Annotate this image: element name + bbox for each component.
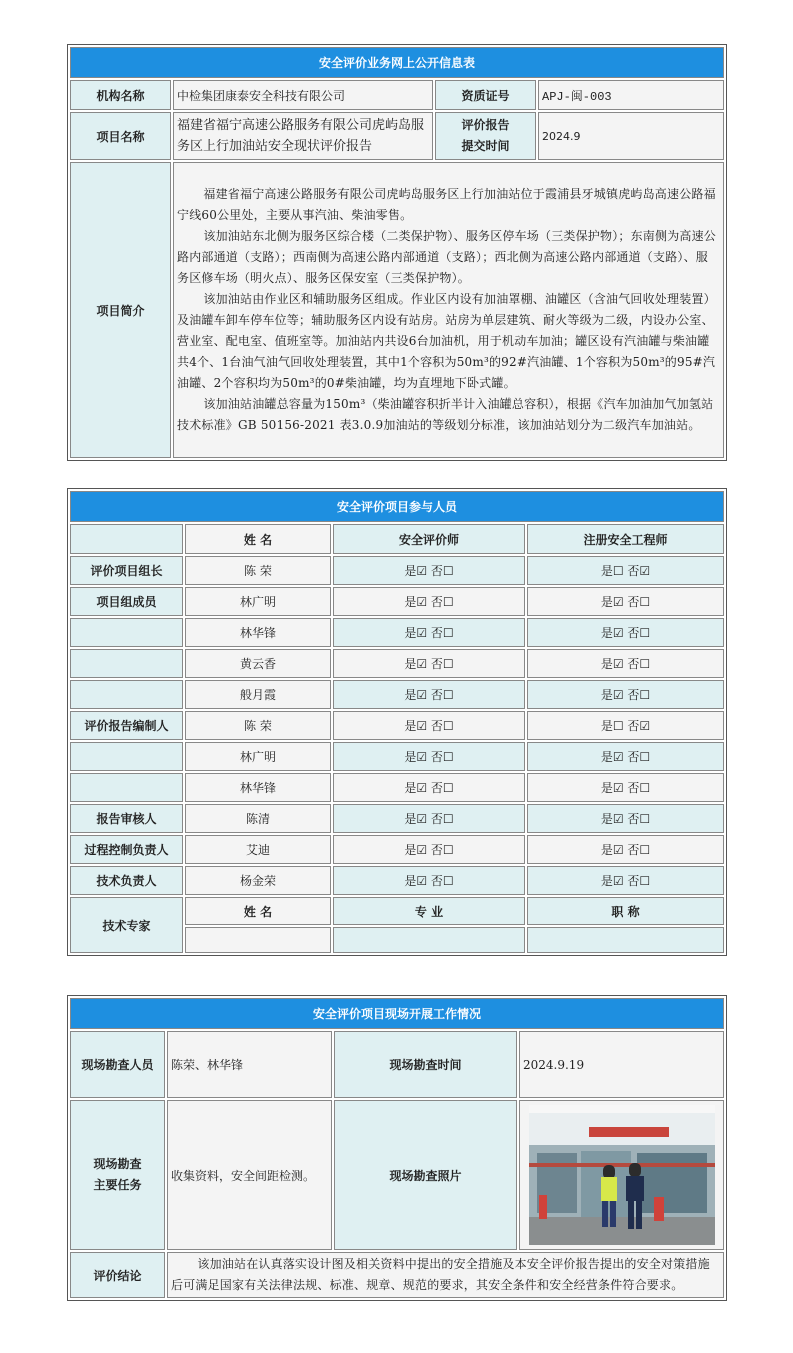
evaluator-checkbox-cell: 是☑ 否☐ <box>333 804 525 833</box>
intro-paragraph: 该加油站东北侧为服务区综合楼（二类保护物）、服务区停车场（三类保护物）；东南侧为高速公路内部通道（支路）；西南侧为高速公路内部通道（支路）；西北侧为高速公路内部通道（支路）、服务区修车场（明火点）、服务区保安室（三类保护物）。 <box>177 229 716 285</box>
intro-paragraph: 该加油站由作业区和辅助服务区组成。作业区内设有加油罩棚、油罐区（含油气回收处理装置）及油罐车卸车停车位等；辅助服务区内设有站房。站房为单层建筑、耐火等级为二级，内设办公室、营业室、配电室、值班室等。加油站内共设6台加油机，用于机动车加油；罐区设有汽油罐与柴油罐共4个、1台油气油气回收处理装置，其中1个容积为50m³的92#汽油罐、1个容积为50m³的95#汽油罐、2个容积均为50m³的0#柴油罐，均为直埋地下卧式罐。 <box>177 292 716 390</box>
evaluator-checkbox-cell: 是☑ 否☐ <box>333 587 525 616</box>
col-header-evaluator: 安全评价师 <box>333 524 525 554</box>
table-row <box>70 804 724 833</box>
name-cell: 艾迪 <box>185 835 331 864</box>
site-work-table <box>67 995 727 1301</box>
report-time-label-line2: 提交时间 <box>461 139 510 153</box>
table-row <box>70 680 724 709</box>
table-row <box>70 618 724 647</box>
task-label-line1: 现场勘查 <box>93 1157 142 1171</box>
role-cell: 报告审核人 <box>70 804 183 833</box>
table-row <box>70 742 724 771</box>
expert-col-title: 职 称 <box>527 897 724 925</box>
engineer-checkbox-cell: 是☑ 否☐ <box>527 587 724 616</box>
role-header-blank <box>70 524 183 554</box>
conclusion-text: 该加油站在认真落实设计图及相关资料中提出的安全措施及本安全评价报告提出的安全对策措施后可满足国家有关法律法规、标准、规章、规范的要求，其安全条件和安全经营条件符合要求。 <box>171 1257 710 1292</box>
report-time-label-line1: 评价报告 <box>461 118 510 132</box>
engineer-checkbox-cell: 是☐ 否☑ <box>527 556 724 585</box>
expert-major-cell <box>333 927 525 953</box>
section-title: 安全评价业务网上公开信息表 <box>70 47 724 78</box>
name-cell: 黄云香 <box>185 649 331 678</box>
public-info-table <box>67 44 727 461</box>
name-cell: 林广明 <box>185 742 331 771</box>
name-cell: 陈 荣 <box>185 711 331 740</box>
expert-col-major: 专 业 <box>333 897 525 925</box>
engineer-checkbox-cell: 是☑ 否☐ <box>527 835 724 864</box>
role-cell <box>70 742 183 771</box>
intro-paragraph: 福建省福宁高速公路服务有限公司虎屿岛服务区上行加油站位于霞浦县牙城镇虎屿岛高速公路福宁线60公里处，主要从事汽油、柴油零售。 <box>177 187 716 222</box>
survey-staff-label: 现场勘查人员 <box>70 1031 165 1098</box>
engineer-checkbox-cell: 是☑ 否☐ <box>527 804 724 833</box>
name-cell: 陈清 <box>185 804 331 833</box>
engineer-checkbox-cell: 是☑ 否☐ <box>527 649 724 678</box>
engineer-checkbox-cell: 是☑ 否☐ <box>527 742 724 771</box>
intro-content <box>173 162 724 458</box>
evaluator-checkbox-cell: 是☑ 否☐ <box>333 680 525 709</box>
table-row <box>70 835 724 864</box>
site-survey-photo-image <box>529 1105 715 1245</box>
engineer-checkbox-cell: 是☑ 否☐ <box>527 680 724 709</box>
role-cell <box>70 773 183 802</box>
org-label: 机构名称 <box>70 80 171 110</box>
name-cell: 林华锋 <box>185 618 331 647</box>
table-row <box>70 773 724 802</box>
project-label: 项目名称 <box>70 112 171 160</box>
name-cell: 陈 荣 <box>185 556 331 585</box>
table-row <box>70 556 724 585</box>
name-cell: 林华锋 <box>185 773 331 802</box>
table-row <box>70 711 724 740</box>
section-title: 安全评价项目现场开展工作情况 <box>70 998 724 1029</box>
name-cell: 般月霞 <box>185 680 331 709</box>
expert-title-cell <box>527 927 724 953</box>
name-cell: 林广明 <box>185 587 331 616</box>
evaluator-checkbox-cell: 是☑ 否☐ <box>333 835 525 864</box>
col-header-name: 姓 名 <box>185 524 331 554</box>
evaluator-checkbox-cell: 是☑ 否☐ <box>333 742 525 771</box>
intro-paragraph: 该加油站油罐总容量为150m³（柴油罐容积折半计入油罐总容积），根据《汽车加油加气加氢站技术标准》GB 50156-2021 表3.0.9加油站的等级划分标准，该加油站划分为二级汽车加油站。 <box>177 397 714 432</box>
engineer-checkbox-cell: 是☑ 否☐ <box>527 866 724 895</box>
org-value: 中检集团康泰安全科技有限公司 <box>173 80 433 110</box>
task-value: 收集资料，安全间距检测。 <box>167 1100 332 1250</box>
name-cell: 杨金荣 <box>185 866 331 895</box>
role-cell: 过程控制负责人 <box>70 835 183 864</box>
table-row <box>70 649 724 678</box>
role-cell: 评价项目组长 <box>70 556 183 585</box>
photo-label: 现场勘查照片 <box>334 1100 517 1250</box>
section-title: 安全评价项目参与人员 <box>70 491 724 522</box>
evaluator-checkbox-cell: 是☑ 否☐ <box>333 711 525 740</box>
evaluator-checkbox-cell: 是☑ 否☐ <box>333 618 525 647</box>
report-time-value: 2024.9 <box>538 112 724 160</box>
evaluator-checkbox-cell: 是☑ 否☐ <box>333 773 525 802</box>
role-cell <box>70 649 183 678</box>
survey-time-label: 现场勘查时间 <box>334 1031 517 1098</box>
role-cell: 评价报告编制人 <box>70 711 183 740</box>
project-value: 福建省福宁高速公路服务有限公司虎屿岛服务区上行加油站安全现状评价报告 <box>173 112 433 160</box>
evaluator-checkbox-cell: 是☑ 否☐ <box>333 556 525 585</box>
table-row <box>70 587 724 616</box>
evaluator-checkbox-cell: 是☑ 否☐ <box>333 866 525 895</box>
role-cell: 技术负责人 <box>70 866 183 895</box>
role-cell <box>70 680 183 709</box>
col-header-engineer: 注册安全工程师 <box>527 524 724 554</box>
task-label-line2: 主要任务 <box>93 1178 142 1192</box>
expert-col-name: 姓 名 <box>185 897 331 925</box>
cert-value: APJ-闽-003 <box>538 80 724 110</box>
evaluator-checkbox-cell: 是☑ 否☐ <box>333 649 525 678</box>
report-time-label <box>435 112 536 160</box>
intro-label: 项目简介 <box>70 162 171 458</box>
engineer-checkbox-cell: 是☐ 否☑ <box>527 711 724 740</box>
conclusion-value <box>167 1252 724 1298</box>
task-label <box>70 1100 165 1250</box>
participant-rows <box>70 556 724 895</box>
role-cell <box>70 618 183 647</box>
survey-staff-value: 陈荣、林华锋 <box>167 1031 332 1098</box>
participants-table <box>67 488 727 956</box>
engineer-checkbox-cell: 是☑ 否☐ <box>527 773 724 802</box>
engineer-checkbox-cell: 是☑ 否☐ <box>527 618 724 647</box>
conclusion-label: 评价结论 <box>70 1252 165 1298</box>
expert-name-cell <box>185 927 331 953</box>
survey-time-value: 2024.9.19 <box>519 1031 724 1098</box>
cert-label: 资质证号 <box>435 80 536 110</box>
expert-label: 技术专家 <box>70 897 183 953</box>
role-cell: 项目组成员 <box>70 587 183 616</box>
table-row <box>70 866 724 895</box>
site-survey-photo <box>529 1105 715 1245</box>
photo-cell <box>519 1100 724 1250</box>
